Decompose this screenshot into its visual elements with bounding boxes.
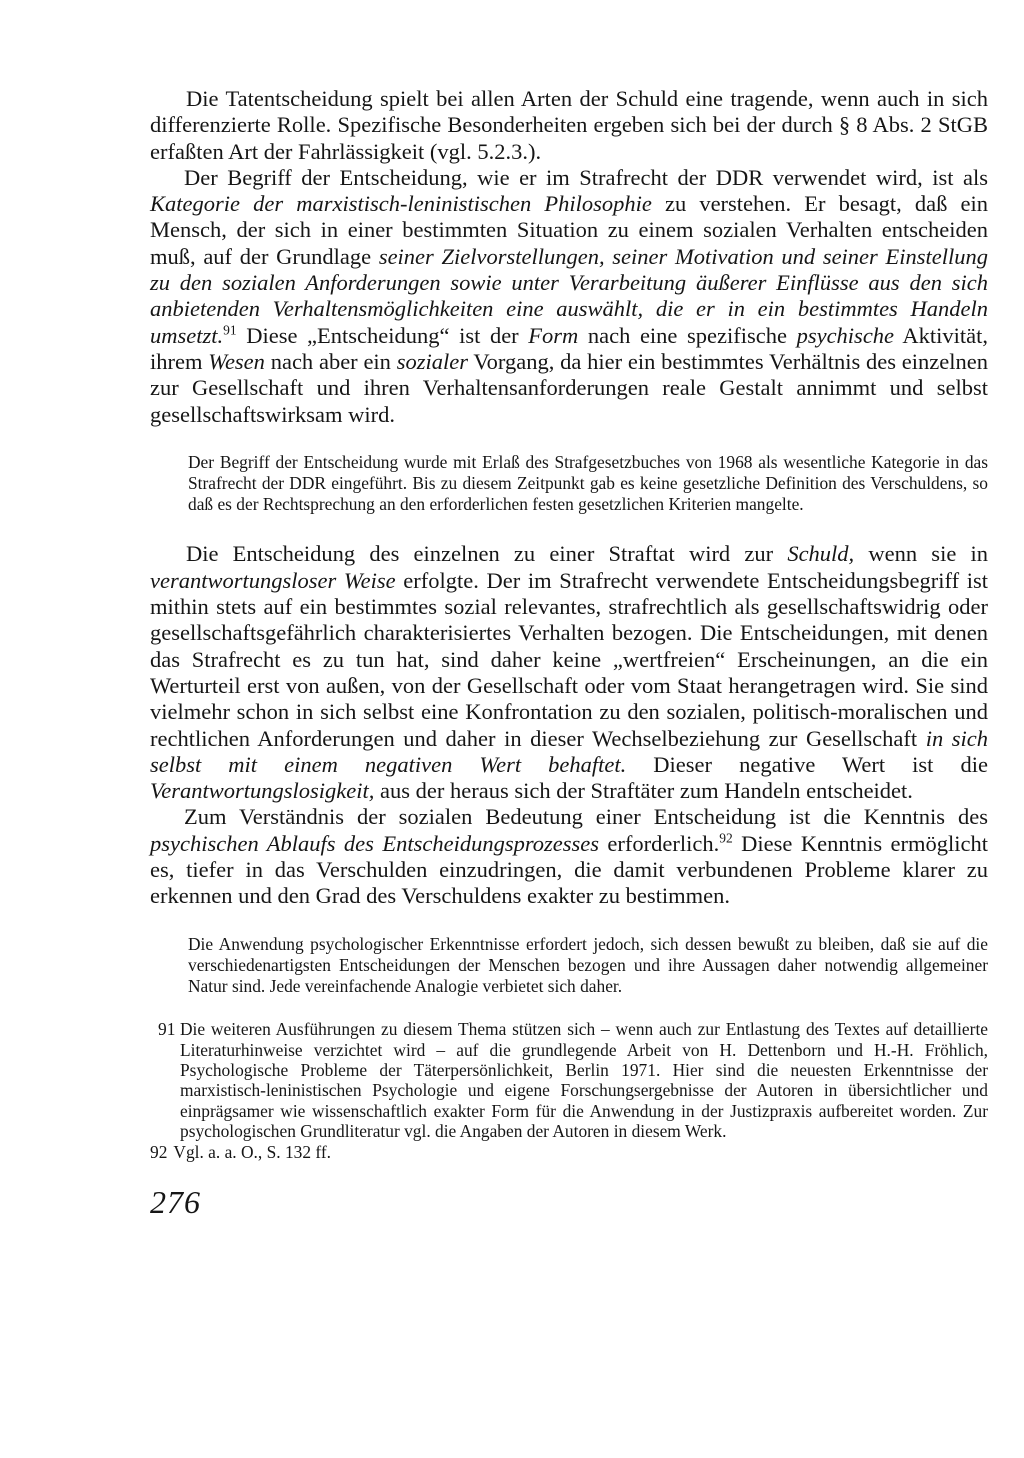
paragraph-text: erforderlich. [599, 830, 720, 856]
page-number: 276 [150, 1184, 201, 1221]
footnote-text: Die weiteren Ausführungen zu diesem Thema stützen sich – wenn auch zur Entlastung des Textes auf detaillierte Literaturhinweise verzichtet wird – auf die grundlegende Arbeit von H. Dettenborn und H.-H. Fröhlich, Psychologische Probleme der Täterpersönlichkeit, Berlin 1971. Hier sind die neuesten Erkenntnisse der marxistisch-leninistischen Psychologie und eigene Forschungsergebnisse der Autoren in übersichtlicher und einprägsamer wie wissenschaftlich exakter Form für die Anwendung in der Justizpraxis aufbereitet worden. Zur psychologischen Grundliteratur vgl. die Angaben der Autoren in diesem Werk. [180, 1019, 988, 1142]
paragraph [150, 165, 988, 428]
paragraph-text: zu verstehen. Er besagt, daß ein Mensch, der sich in einer bestimmten Situation zu einem sozialen Verhalten entscheiden muß, auf der Grundlage [150, 191, 988, 269]
paragraph-text: Aktivität, ihrem [150, 322, 989, 374]
paragraph [150, 804, 988, 909]
paragraph-text: erfolgte. Der im Strafrecht verwendete Entscheidungsbegriff ist mithin stets auf ein bestimmtes sozial relevantes, strafrechtlich als gesellschaftswidrig oder gesellschaftsgefährlich charakterisiertes Verhalten bezogen. Die Entscheidungen, mit denen das Strafrecht es zu tun hat, sind daher keine „wertfreien“ Erscheinungen, an die ein Werturteil erst von außen, von der Gesellschaft oder vom Staat herangetragen wird. Sie sind vielmehr schon in sich selbst eine Konfrontation zu den sozialen, politisch-moralischen und rechtlichen Anforderungen und daher in dieser Wechselbeziehung zur Gesellschaft [150, 567, 988, 751]
paragraph-text: Dieser negative Wert ist die [626, 751, 988, 777]
book-page [150, 86, 988, 1221]
paragraph-text: aus der heraus sich der Straftäter zum Handeln entscheidet. [374, 778, 913, 804]
footnote-91 [150, 1019, 988, 1141]
paragraph-text: Diese Kenntnis ermöglicht es, tiefer in das Verschulden einzudringen, die damit verbundenen Probleme klarer zu erkennen und den Grad des Verschuldens exakter zu bestimmen. [150, 830, 988, 909]
paragraph [150, 86, 988, 165]
footnotes [150, 1019, 988, 1162]
footnote-text: Vgl. a. a. O., S. 132 ff. [173, 1141, 332, 1162]
footnote-92 [150, 1142, 988, 1162]
paragraph-text: Diese „Entscheidung“ ist der [236, 322, 529, 348]
emphasis-text: sozialer [396, 348, 468, 374]
emphasis-text: Kategorie der marxistisch-leninistischen Philosophie [150, 191, 652, 217]
body-section-1 [150, 86, 988, 428]
paragraph-text: nach aber ein [264, 348, 397, 374]
footnote-reference[interactable]: 91 [223, 322, 237, 338]
emphasis-text: Verantwortungslosigkeit, [150, 778, 375, 804]
body-section-2 [150, 541, 988, 909]
emphasis-text: Wesen [208, 348, 265, 374]
paragraph-text: Zum Verständnis der sozialen Bedeutung einer Entscheidung ist die Kenntnis des [184, 804, 988, 830]
emphasis-text: Form [528, 322, 579, 348]
small-print-note-2 [188, 934, 988, 998]
footnote-number: 92 [150, 1141, 168, 1162]
emphasis-text: verantwortungsloser Weise [150, 567, 396, 593]
small-print-note-1 [188, 452, 988, 516]
paragraph-text: nach eine spezifische [578, 322, 797, 348]
note-text: Der Begriff der Entscheidung wurde mit Erlaß des Strafgesetzbuches von 1968 als wesentliche Kategorie in das Strafrecht der DDR eingeführt. Bis zu diesem Zeitpunkt gab es keine gesetzliche Definition des Verschuldens, so daß es der Rechtsprechung an den erforderlichen festen gesetzlichen Kriterien mangelte. [188, 451, 988, 515]
emphasis-text: Schuld, [787, 541, 855, 567]
paragraph [150, 541, 988, 804]
footnote-reference[interactable]: 92 [719, 830, 733, 846]
emphasis-text: in sich selbst mit einem negativen Wert behaftet. [150, 725, 988, 777]
emphasis-text: psychischen Ablaufs des Entscheidungsprozesses [150, 830, 599, 856]
emphasis-text: seiner Zielvorstellungen, seiner Motivation und seiner Einstellung zu den sozialen Anforderungen sowie unter Verarbeitung äußerer Einflüsse aus den sich anbietenden Verhaltensmöglichkeiten eine auswählt, die er in ein bestimmtes Handeln umsetzt. [150, 243, 988, 348]
footnote-number: 91 [158, 1019, 176, 1040]
paragraph-text: Die Entscheidung des einzelnen zu einer Straftat wird zur [186, 541, 788, 567]
paragraph-text: Der Begriff der Entscheidung, wie er im Strafrecht der DDR verwendet wird, ist als [184, 164, 988, 190]
paragraph-text: wenn sie in [854, 541, 989, 567]
paragraph-text: Vorgang, da hier ein bestimmtes Verhältnis des einzelnen zur Gesellschaft und ihren Verhaltensanforderungen reale Gestalt annimmt und selbst gesellschaftswirksam wird. [150, 348, 988, 427]
paragraph-text: Die Tatentscheidung spielt bei allen Arten der Schuld eine tragende, wenn auch in sich differenzierte Rolle. Spezifische Besonderheiten ergeben sich bei der durch § 8 Abs. 2 StGB erfaßten Art der Fahrlässigkeit (vgl. 5.2.3.). [150, 86, 988, 164]
note-text: Die Anwendung psychologischer Erkenntnisse erfordert jedoch, sich dessen bewußt zu bleiben, daß sie auf die verschiedenartigsten Entscheidungen der Menschen bezogen und ihre Aussagen daher notwendig allgemeiner Natur sind. Jede vereinfachende Analogie verbietet sich daher. [188, 933, 988, 997]
emphasis-text: psychische [796, 322, 895, 348]
